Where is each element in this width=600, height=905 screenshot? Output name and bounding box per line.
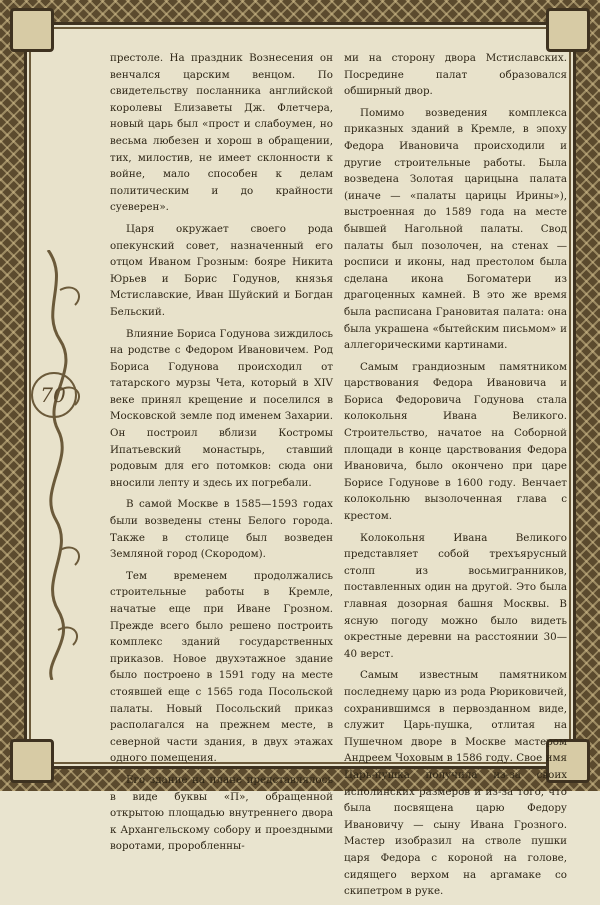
left-column [110, 50, 333, 860]
paragraph: Влияние Бориса Годунова зиждилось на родстве с Федором Ивановичем. Род Бориса Годунова происходил от татарского мурзы Чета, который в XIV веке принял крещение и поселился в Московской земле под именем Захарии. Он построил вблизи Костромы Ипатьевский монастырь, ставший родовым для его потомков: сюда они вносили лепту и здесь их погребали. [110, 327, 333, 489]
paragraph: престоле. На праздник Вознесения он венчался царским венцом. По свидетельству посланника английской королевы Елизаветы Дж. Флетчера, новый царь был «прост и слабоумен, но весьма любезен и хорош в обращении, тих, милостив, не имеет склонности к войне, мало способен к делам политическим и до крайности суеверен». [110, 52, 333, 214]
paragraph: Колокольня Ивана Великого представляет собой трехъярусный столп из восьмигранников, поставленных один на другой. Это была главная дозорная башня Москвы. В ясную погоду можно было видеть окрестные деревни на расстоянии 30—40 верст. [344, 531, 567, 660]
corner-ornament [10, 739, 54, 783]
left-vine-ornament [30, 250, 100, 680]
paragraph: Тем временем продолжались строительные работы в Кремле, начатые еще при Иване Грозном. Прежде всего было решено построить комплекс зданий государственных приказов. Новое двухэтажное здание было построено в 1591 году на месте стоявшей еще с 1565 года Посольской палаты. Новый Посольский приказ располагался на прежнем месте, в северной части здания, в двух этажах одного помещения. [110, 569, 333, 765]
paragraph: В самой Москве в 1585—1593 годах были возведены стены Белого города. Также в столице был возведен Земляной город (Скородом). [110, 498, 333, 561]
right-column [344, 50, 567, 905]
paragraph: Самым известным памятником последнему царю из рода Рюриковичей, сохранившимся в первозданном виде, служит Царь-пушка, отлитая на Пушечном дворе в Москве мастером Андреем Чоховым в 1586 году. Свое имя Царь-пушка получила из-за своих исполинских размеров и из-за того, что была посвящена царю Федору Ивановичу — сыну Ивана Грозного. Мастер изобразил на стволе пушки царя Федора с короной на голове, сидящего верхом на аргамаке со скипетром в руке. [344, 669, 567, 898]
paragraph: Царя окружает своего рода опекунский совет, назначенный его отцом Иваном Грозным: бояре Никита Юрьев и Борис Годунов, князья Мстиславские, Иван Шуйский и Богдан Бельский. [110, 222, 333, 318]
paragraph: Самым грандиозным памятником царствования Федора Ивановича и Бориса Федоровича Годунова стала колокольня Ивана Великого. Строительство, начатое на Соборной площади в конце царствования Федора Ивановича, было окончено при царе Борисе Годунове в 1600 году. Венчает колокольню вызолоченная глава с крестом. [344, 360, 567, 523]
corner-ornament [546, 8, 590, 52]
paragraph: Его здание на плане представлялось в виде буквы «П», обращенной открытою площадью внутреннего двора к Архангельскому собору и проездными воротами, проробленны- [110, 773, 333, 853]
corner-ornament [10, 8, 54, 52]
paragraph: ми на сторону двора Мстиславских. Посредине палат образовался обширный двор. [344, 52, 567, 98]
paragraph: Помимо возведения комплекса приказных зданий в Кремле, в эпоху Федора Ивановича происходили и другие строительные работы. Была возведена Золотая царицына палата (иначе — «палаты царицы Ирины»), выстроенная до 1589 года на месте бывшей Нагольной палаты. Свод палаты был позолочен, на стенах — росписи и иконы, над престолом была сделана икона Богоматери из драгоценных камней. В это же время была расписана Грановитая палата: она была украшена «бытейским письмом» и аллегорическими картинами. [344, 106, 567, 352]
page-number: 70 [40, 383, 66, 407]
